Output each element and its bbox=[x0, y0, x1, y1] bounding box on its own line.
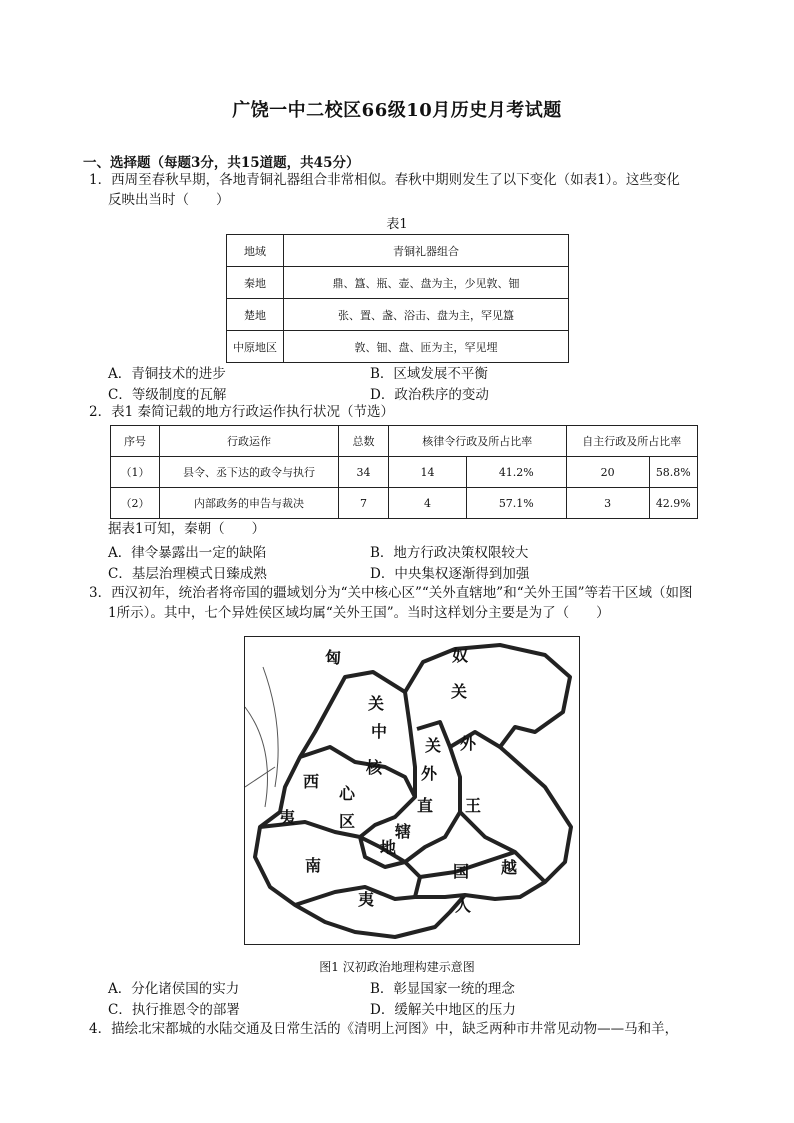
table-header-cell: 自主行政及所占比率 bbox=[566, 426, 697, 457]
map-label: 夷 bbox=[279, 808, 296, 827]
map-label: 人 bbox=[455, 896, 472, 915]
table-cell: 7 bbox=[339, 488, 389, 519]
map-label: 国 bbox=[453, 862, 470, 881]
map-label: 西 bbox=[303, 772, 320, 791]
question-3-text-cont: 1所示）。其中，七个异姓侯区域均属“关外王国”。当时这样划分主要是为了（ ） bbox=[108, 605, 610, 621]
table-row bbox=[227, 299, 569, 331]
table-cell: 20 bbox=[566, 457, 649, 488]
table-cell: （2） bbox=[111, 488, 160, 519]
map-label: 夷 bbox=[358, 890, 375, 909]
han-political-map bbox=[244, 636, 580, 945]
map-label: 南 bbox=[305, 856, 322, 875]
q2-option-b[interactable]: B．地方行政决策权限较大 bbox=[370, 545, 529, 561]
q2-option-d[interactable]: D．中央集权逐渐得到加强 bbox=[370, 566, 530, 582]
map-label: 核 bbox=[366, 758, 383, 777]
table-cell: （1） bbox=[111, 457, 160, 488]
map-label: 外 bbox=[421, 764, 438, 783]
q2-option-c[interactable]: C．基层治理模式日臻成熟 bbox=[108, 566, 267, 582]
table-cell: 秦地 bbox=[227, 267, 284, 299]
table-cell: 3 bbox=[566, 488, 649, 519]
table-header-cell: 总数 bbox=[339, 426, 389, 457]
figure-1-caption: 图1 汉初政治地理构建示意图 bbox=[319, 960, 475, 974]
table-cell: 县令、丞下达的政令与执行 bbox=[160, 457, 339, 488]
table-cell: 内部政务的申告与裁决 bbox=[160, 488, 339, 519]
table-header-cell: 序号 bbox=[111, 426, 160, 457]
question-2-text: 2．表1 秦简记载的地方行政运作执行状况（节选） bbox=[89, 404, 394, 420]
table-header-cell: 核律令行政及所占比率 bbox=[389, 426, 567, 457]
table-header-row bbox=[227, 235, 569, 267]
table-row bbox=[111, 488, 698, 519]
map-label: 中 bbox=[371, 722, 388, 741]
table-header-row bbox=[111, 426, 698, 457]
section-heading: 一、选择题（每题3分，共15道题，共45分） bbox=[83, 155, 360, 171]
page-title: 广饶一中二校区66级10月历史月考试题 bbox=[232, 100, 562, 121]
map-label: 关 bbox=[451, 682, 468, 701]
table-cell: 中原地区 bbox=[227, 331, 284, 363]
table-header-cell: 地域 bbox=[227, 235, 284, 267]
q3-option-a[interactable]: A．分化诸侯国的实力 bbox=[108, 981, 240, 997]
table-row bbox=[111, 457, 698, 488]
map-label: 地 bbox=[380, 838, 397, 857]
q2-option-a[interactable]: A．律令暴露出一定的缺陷 bbox=[108, 545, 267, 561]
question-3-text: 3．西汉初年，统治者将帝国的疆域划分为“关中核心区”“关外直辖地”和“关外王国”等若干区域（如图 bbox=[89, 585, 693, 601]
question-1-text: 1．西周至春秋早期，各地青铜礼器组合非常相似。春秋中期则发生了以下变化（如表1）。这些变化 bbox=[89, 172, 680, 188]
map-label: 越 bbox=[501, 858, 518, 877]
q1-option-c[interactable]: C．等级制度的瓦解 bbox=[108, 387, 227, 403]
map-outline bbox=[245, 637, 579, 944]
map-label: 关 bbox=[425, 736, 442, 755]
table-cell: 4 bbox=[389, 488, 467, 519]
q3-option-d[interactable]: D．缓解关中地区的压力 bbox=[370, 1002, 516, 1018]
q1-option-b[interactable]: B．区域发展不平衡 bbox=[370, 366, 488, 382]
table-header-cell: 青铜礼器组合 bbox=[284, 235, 569, 267]
table-row bbox=[227, 331, 569, 363]
table-header-cell: 行政运作 bbox=[160, 426, 339, 457]
table-1-title: 表1 bbox=[386, 217, 408, 232]
map-label: 关 bbox=[368, 694, 385, 713]
map-label: 心 bbox=[339, 784, 356, 803]
map-label: 奴 bbox=[452, 646, 469, 665]
table-cell: 楚地 bbox=[227, 299, 284, 331]
map-label: 区 bbox=[339, 812, 356, 831]
table-cell: 41.2% bbox=[467, 457, 567, 488]
map-label: 直 bbox=[417, 796, 434, 815]
map-label: 外 bbox=[460, 734, 477, 753]
table-qin-slips bbox=[110, 425, 698, 519]
table-cell: 鼎、簋、瓶、壶、盘为主，少见敦、钿 bbox=[284, 267, 569, 299]
q1-option-a[interactable]: A．青铜技术的进步 bbox=[108, 366, 226, 382]
table-cell: 敦、钿、盘、匝为主，罕见埋 bbox=[284, 331, 569, 363]
table-cell: 42.9% bbox=[649, 488, 697, 519]
table-cell: 14 bbox=[389, 457, 467, 488]
map-label: 匈 bbox=[325, 648, 342, 667]
question-2-stem: 据表1可知，秦朝（ ） bbox=[108, 521, 266, 537]
map-label: 辖 bbox=[395, 822, 412, 841]
q3-option-c[interactable]: C．执行推恩令的部署 bbox=[108, 1002, 240, 1018]
table-bronze-ritual bbox=[226, 234, 569, 363]
table-cell: 张、置、盏、浴击、盘为主，罕见簋 bbox=[284, 299, 569, 331]
table-cell: 57.1% bbox=[467, 488, 567, 519]
table-row bbox=[227, 267, 569, 299]
q1-option-d[interactable]: D．政治秩序的变动 bbox=[370, 387, 489, 403]
table-cell: 34 bbox=[339, 457, 389, 488]
question-4-text: 4．描绘北宋都城的水陆交通及日常生活的《清明上河图》中，缺乏两种市井常见动物——马和羊， bbox=[89, 1021, 679, 1037]
q3-option-b[interactable]: B．彰显国家一统的理念 bbox=[370, 981, 515, 997]
question-1-text-cont: 反映出当时（ ） bbox=[108, 192, 230, 208]
table-cell: 58.8% bbox=[649, 457, 697, 488]
map-label: 王 bbox=[465, 796, 482, 815]
